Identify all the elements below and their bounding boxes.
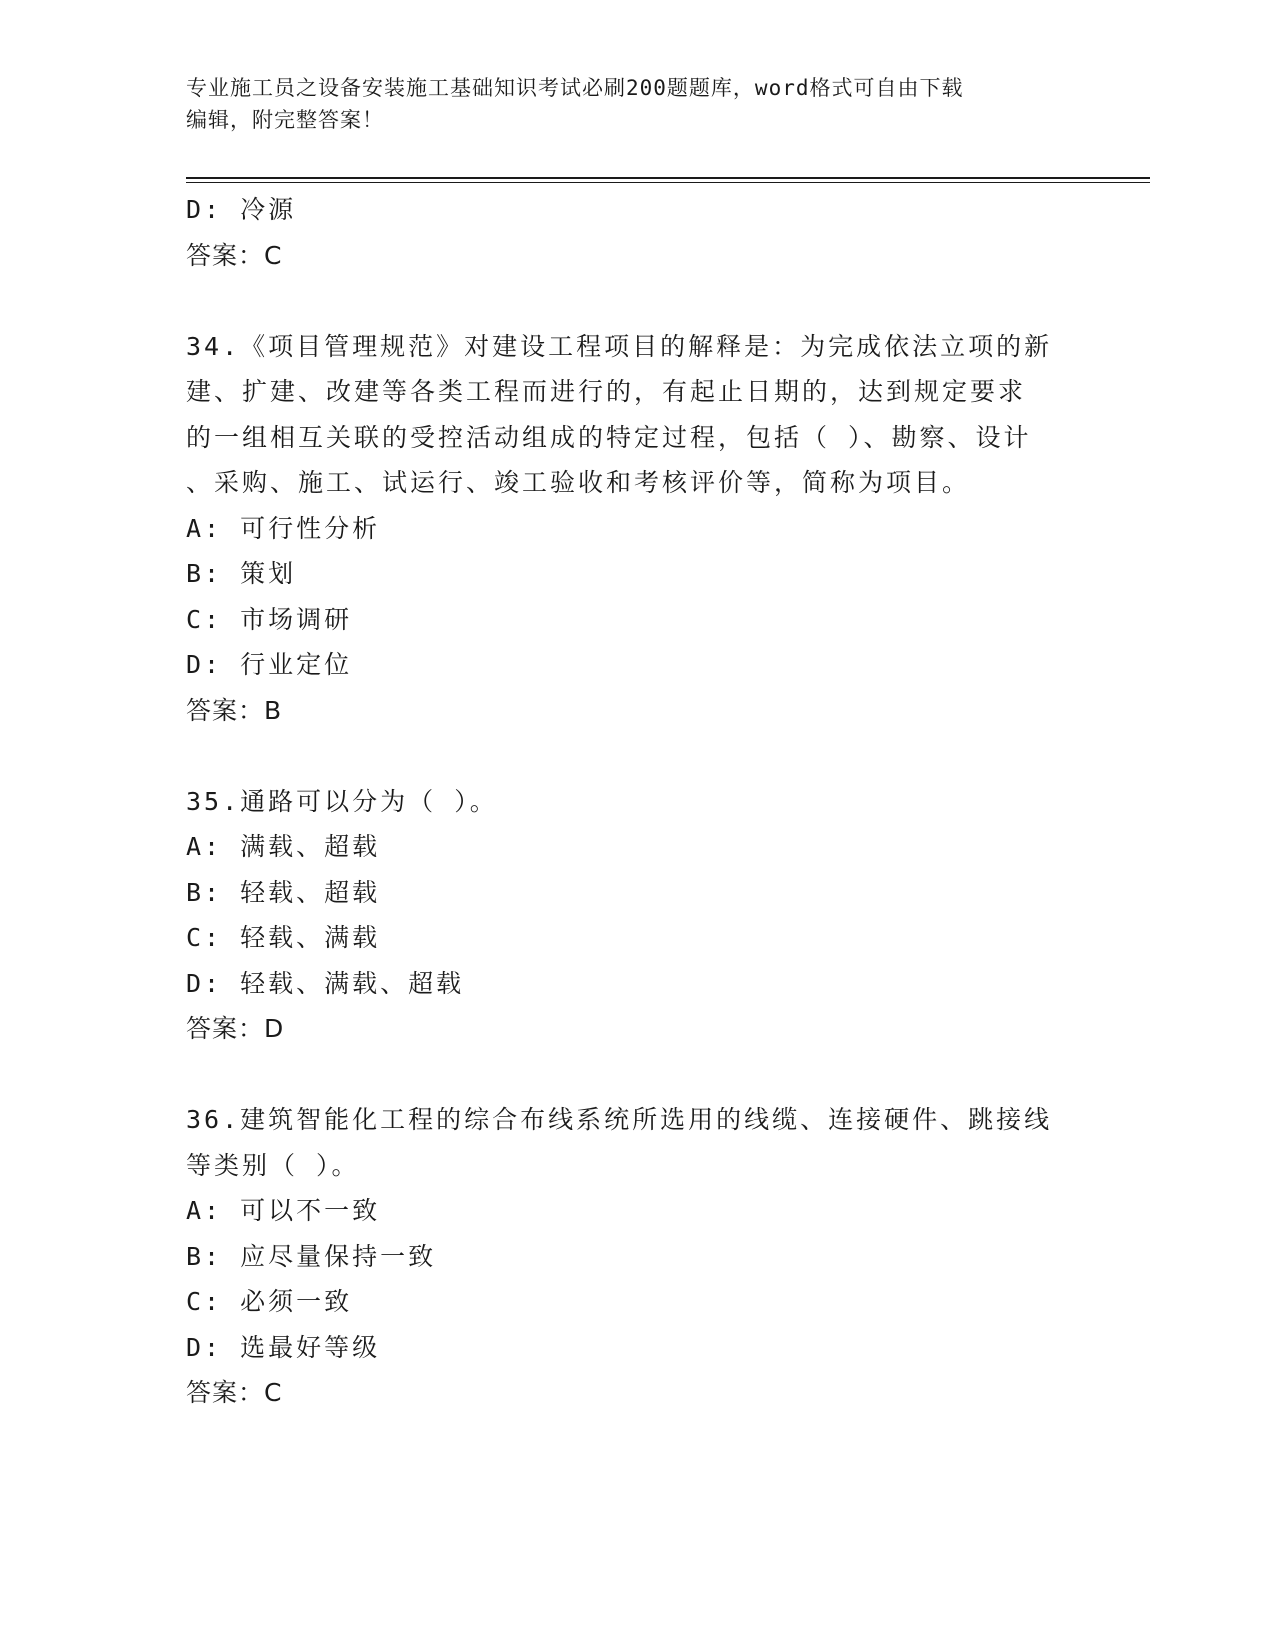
option-b: B: 轻载、超载	[186, 877, 381, 907]
spacer	[186, 733, 1086, 779]
option-a: A: 满载、超载	[186, 832, 381, 861]
question-stem-line: 的一组相互关联的受控活动组成的特定过程，包括（ ）、勘察、设计	[186, 422, 1032, 452]
question-stem-line: 、采购、施工、试运行、竣工验收和考核评价等，简称为项目。	[186, 468, 971, 497]
question-35	[186, 779, 1086, 1052]
answer: 答案：C	[186, 1378, 283, 1407]
question-34	[186, 324, 1086, 734]
option-d: D: 选最好等级	[186, 1332, 381, 1362]
option-a: A: 可行性分析	[186, 513, 381, 543]
question-36	[186, 1097, 1086, 1416]
prev-option-d: D: 冷源	[186, 195, 297, 224]
option-d: D: 轻载、满载、超载	[186, 968, 465, 998]
option-c: C: 必须一致	[186, 1287, 353, 1316]
question-stem-line: 35.通路可以分为（ ）。	[186, 786, 498, 816]
option-b: B: 应尽量保持一致	[186, 1241, 437, 1271]
header-divider-thick	[186, 177, 1150, 179]
answer: 答案：D	[186, 1014, 285, 1043]
option-c: C: 轻载、满载	[186, 923, 381, 952]
question-content	[186, 187, 1086, 1416]
prev-answer: 答案：C	[186, 240, 283, 270]
option-d: D: 行业定位	[186, 650, 353, 679]
header-line-2: 编辑，附完整答案！	[186, 108, 384, 132]
question-stem-line: 建、扩建、改建等各类工程而进行的，有起止日期的，达到规定要求	[186, 377, 1027, 406]
document-header	[186, 72, 1086, 136]
option-a: A: 可以不一致	[186, 1196, 381, 1225]
question-stem-line: 34.《项目管理规范》对建设工程项目的解释是：为完成依法立项的新	[186, 331, 1053, 361]
option-b: B: 策划	[186, 559, 297, 588]
header-divider-thin	[186, 182, 1150, 183]
spacer	[186, 278, 1086, 324]
spacer	[186, 1052, 1086, 1098]
question-stem-line: 等类别（ ）。	[186, 1150, 360, 1180]
question-stem-line: 36.建筑智能化工程的综合布线系统所选用的线缆、连接硬件、跳接线	[186, 1105, 1053, 1134]
option-c: C: 市场调研	[186, 604, 353, 634]
answer: 答案：B	[186, 695, 283, 725]
header-line-1: 专业施工员之设备安装施工基础知识考试必刷200题题库，word格式可自由下载	[186, 76, 964, 100]
